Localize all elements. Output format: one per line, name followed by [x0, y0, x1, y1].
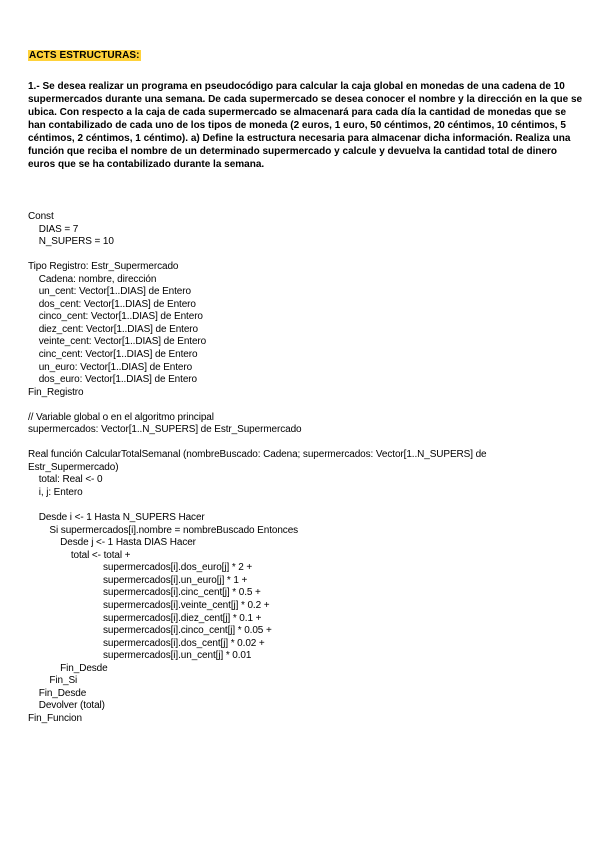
- code-line: Real función CalcularTotalSemanal (nombreBuscado: Cadena; supermercados: Vector[1..N_SUPERS] de: [28, 449, 487, 461]
- code-line: Fin_Si: [28, 675, 78, 687]
- code-line: // Variable global o en el algoritmo principal: [28, 411, 214, 423]
- pseudocode-block: [28, 211, 588, 725]
- code-line: supermercados[i].cinco_cent[j] * 0.05 +: [28, 625, 272, 637]
- code-line: Const: [28, 211, 54, 222]
- code-line: total: Real <- 0: [28, 474, 103, 486]
- code-line: Si supermercados[i].nombre = nombreBuscado Entonces: [28, 524, 299, 536]
- code-line: N_SUPERS = 10: [28, 236, 114, 248]
- code-line: veinte_cent: Vector[1..DIAS] de Entero: [28, 336, 207, 348]
- code-line: [28, 399, 588, 412]
- code-line: supermercados[i].veinte_cent[j] * 0.2 +: [28, 599, 270, 611]
- code-line: supermercados[i].un_euro[j] * 1 +: [28, 574, 248, 586]
- code-line: diez_cent: Vector[1..DIAS] de Entero: [28, 323, 198, 335]
- code-line: DIAS = 7: [28, 223, 79, 235]
- code-line: Fin_Desde: [28, 662, 108, 674]
- code-line: Cadena: nombre, dirección: [28, 273, 157, 285]
- code-line: un_euro: Vector[1..DIAS] de Entero: [28, 361, 193, 373]
- code-line: dos_cent: Vector[1..DIAS] de Entero: [28, 298, 196, 310]
- code-line: Desde j <- 1 Hasta DIAS Hacer: [28, 537, 196, 549]
- code-line: cinc_cent: Vector[1..DIAS] de Entero: [28, 349, 198, 361]
- code-line: Fin_Funcion: [28, 712, 82, 724]
- code-line: supermercados[i].dos_euro[j] * 2 +: [28, 562, 253, 574]
- code-line: supermercados[i].diez_cent[j] * 0.1 +: [28, 612, 262, 624]
- document-title: ACTS ESTRUCTURAS:: [29, 50, 140, 61]
- code-line: Fin_Desde: [28, 687, 87, 699]
- code-line: supermercados[i].cinc_cent[j] * 0.5 +: [28, 587, 261, 599]
- code-line: un_cent: Vector[1..DIAS] de Entero: [28, 286, 191, 298]
- code-line: Fin_Registro: [28, 386, 84, 398]
- code-line: Tipo Registro: Estr_Supermercado: [28, 261, 179, 273]
- code-line: Devolver (total): [28, 700, 105, 712]
- code-line: Estr_Supermercado): [28, 461, 119, 473]
- code-line: dos_euro: Vector[1..DIAS] de Entero: [28, 374, 197, 386]
- code-line: total <- total +: [28, 549, 131, 561]
- code-line: supermercados[i].un_cent[j] * 0.01: [28, 650, 252, 662]
- code-line: [28, 249, 588, 262]
- code-line: Desde i <- 1 Hasta N_SUPERS Hacer: [28, 512, 205, 524]
- exercise-statement: 1.- Se desea realizar un programa en pseudocódigo para calcular la caja global en monedas de una cadena de 10 supermercados durante una semana. De cada supermercado se desea conocer el nombre y la dirección en la que se ubica. Con respecto a la caja de cada supermercado se almacenará para cada día la cantidad de monedas que se han contabilizado de cada uno de los tipos de moneda (2 euros, 1 euro, 50 céntimos, 20 céntimos, 10 céntimos, 5 céntimos, 2 céntimos, 1 céntimo). a) Define la estructura necesaria para almacenar dicha información. Realiza una función que reciba el nombre de un determinado supermercado y calcule y devuelva la cantidad total de dinero euros que se ha contabilizado durante la semana.: [28, 81, 583, 170]
- code-line: i, j: Entero: [28, 487, 83, 499]
- code-line: cinco_cent: Vector[1..DIAS] de Entero: [28, 311, 203, 323]
- code-line: [28, 437, 588, 450]
- code-line: supermercados: Vector[1..N_SUPERS] de Estr_Supermercado: [28, 424, 302, 436]
- code-line: supermercados[i].dos_cent[j] * 0.02 +: [28, 637, 265, 649]
- code-line: [28, 500, 588, 513]
